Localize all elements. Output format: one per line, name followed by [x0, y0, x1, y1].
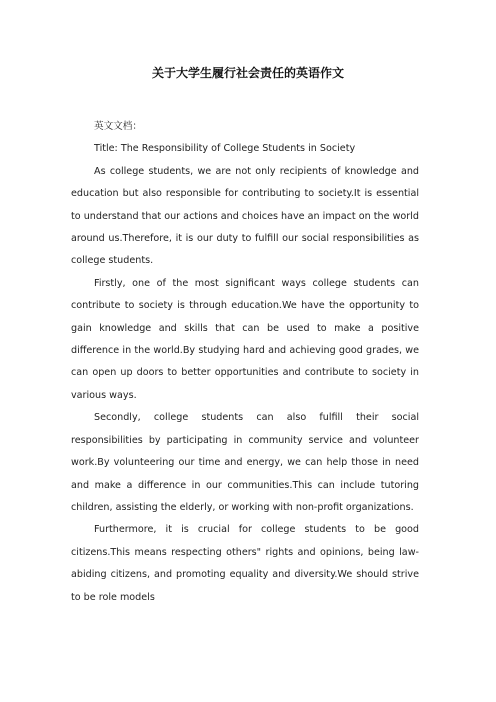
- paragraph-4: Furthermore, it is crucial for college students to be good citizens.This means respecting others" rights and opinions, being law-abiding citizens, and promoting equality and diversity.We should strive to be role models: [71, 524, 419, 603]
- paragraph-3: Secondly, college students can also fulfill their social responsibilities by participating in community service and volunteer work.By volunteering our time and energy, we can help those in need and make a difference in our communities.This can include tutoring children, assisting the elderly, or working with non-profit organizations.: [71, 412, 419, 513]
- document-title: 关于大学生履行社会责任的英语作文: [151, 66, 344, 80]
- paragraph-1: As college students, we are not only recipients of knowledge and education but also responsible for contributing to society.It is essential to understand that our actions and choices have an impact on the world around us.Therefore, it is our duty to fulfill our social responsibilities as college students.: [71, 165, 419, 267]
- document-label: 英文文档：: [94, 121, 142, 132]
- document-body: [71, 116, 419, 609]
- paragraph-2: Firstly, one of the most significant ways college students can contribute to society is through education.We have the opportunity to gain knowledge and skills that can be used to make a positive difference in the world.By studying hard and achieving good grades, we can open up doors to better opportunities and contribute to society in various ways.: [71, 277, 419, 401]
- essay-title: Title: The Responsibility of College Students in Society: [94, 143, 356, 155]
